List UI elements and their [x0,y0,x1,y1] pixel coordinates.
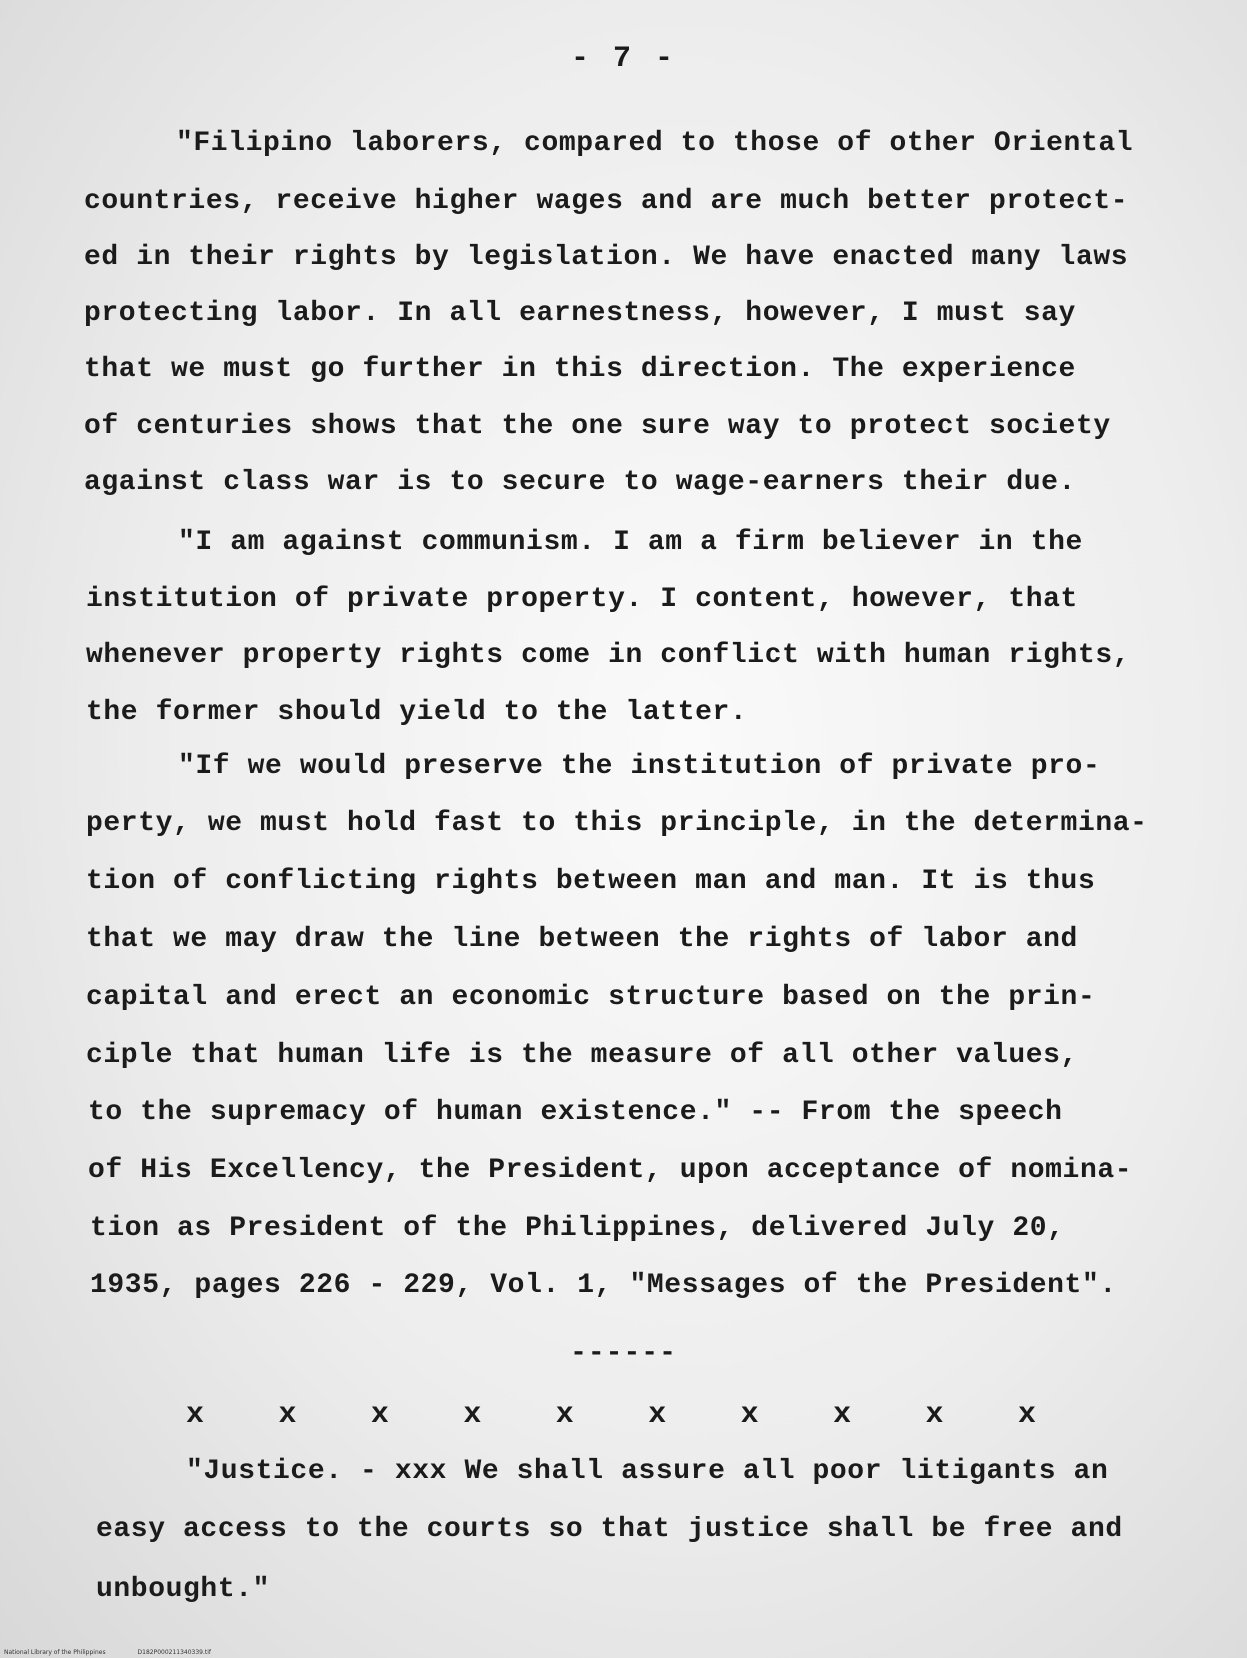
section-separator: ------ [570,1338,677,1369]
text-line: ed in their rights by legislation. We have enacted many laws [84,242,1129,273]
omission-mark: x [740,1398,759,1432]
omission-marks-row [186,1398,1036,1432]
text-line: "Justice. - xxx We shall assure all poor litigants an [186,1456,1109,1487]
text-line: tion as President of the Philippines, delivered July 20, [90,1213,1065,1244]
omission-mark: x [925,1398,944,1432]
omission-mark: x [648,1398,667,1432]
text-line: against class war is to secure to wage-earners their due. [84,467,1076,498]
text-line: perty, we must hold fast to this principle, in the determina- [86,808,1148,839]
text-line: of centuries shows that the one sure way to protect society [84,411,1111,442]
scan-footer [4,1649,241,1656]
text-line: easy access to the courts so that justice shall be free and [96,1514,1123,1545]
text-line: unbought." [96,1574,271,1605]
text-line: "I am against communism. I am a firm believer in the [178,527,1083,558]
omission-mark: x [278,1398,297,1432]
page-number: - 7 - [570,42,676,76]
text-line: capital and erect an economic structure based on the prin- [86,982,1096,1013]
text-line: the former should yield to the latter. [86,697,748,728]
omission-mark: x [463,1398,482,1432]
text-line: 1935, pages 226 - 229, Vol. 1, "Messages of the President". [90,1270,1117,1301]
text-line: "If we would preserve the institution of private pro- [178,751,1101,782]
omission-mark: x [555,1398,574,1432]
footer-file: D182P000211340339.tif [137,1649,212,1656]
text-line: of His Excellency, the President, upon acceptance of nomina- [88,1155,1133,1186]
text-line: institution of private property. I content, however, that [86,584,1078,615]
text-line: countries, receive higher wages and are much better protect- [84,186,1129,217]
text-line: whenever property rights come in conflict with human rights, [86,640,1131,671]
text-line: "Filipino laborers, compared to those of other Oriental [176,128,1134,159]
text-line: tion of conflicting rights between man and man. It is thus [86,866,1096,897]
text-line: ciple that human life is the measure of all other values, [86,1040,1078,1071]
omission-mark: x [186,1398,205,1432]
footer-library: National Library of the Philippines [4,1649,106,1656]
text-line: to the supremacy of human existence." -- From the speech [88,1097,1063,1128]
omission-mark: x [833,1398,852,1432]
text-line: that we may draw the line between the rights of labor and [86,924,1078,955]
text-line: that we must go further in this direction. The experience [84,354,1076,385]
omission-mark: x [370,1398,389,1432]
omission-mark: x [1017,1398,1036,1432]
text-line: protecting labor. In all earnestness, however, I must say [84,298,1076,329]
